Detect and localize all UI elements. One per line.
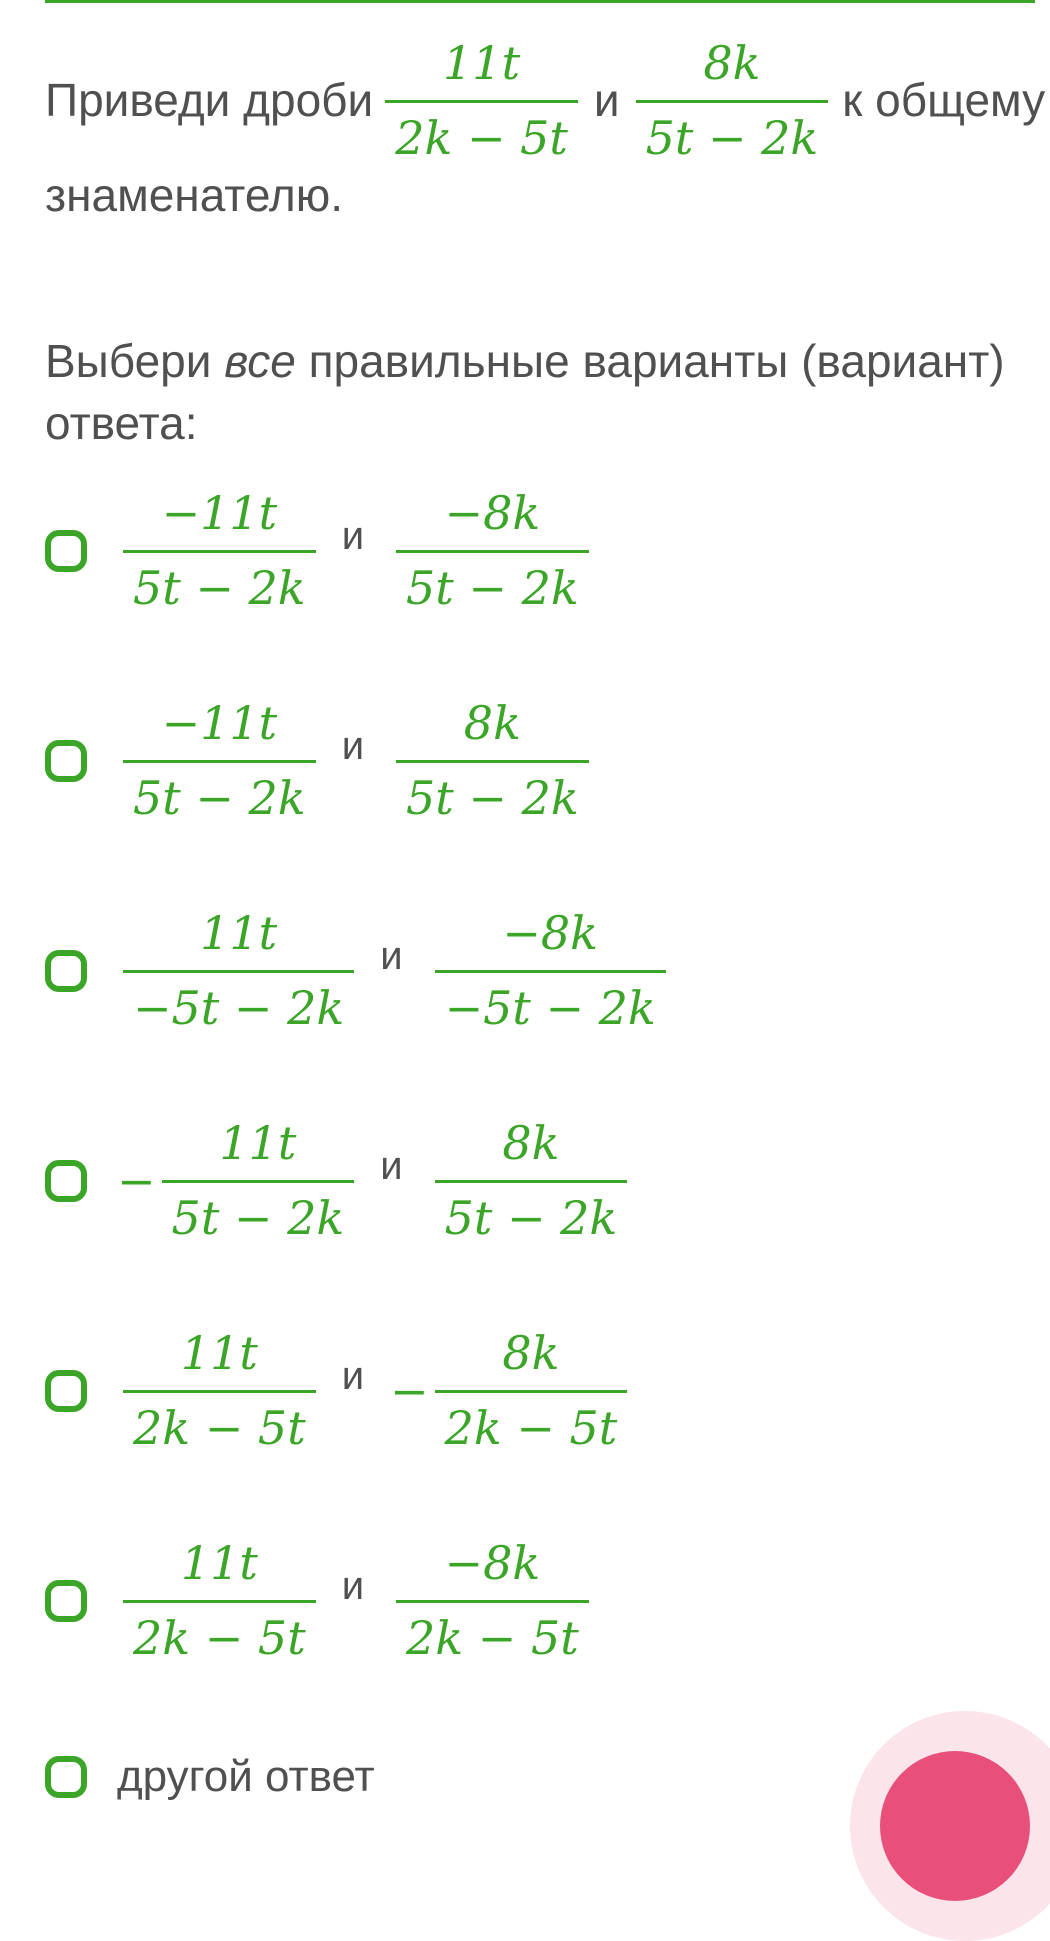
help-button[interactable] xyxy=(880,1751,1030,1901)
fraction-numerator: 11t xyxy=(180,1326,258,1380)
fraction-denominator: 5t − 2k xyxy=(133,561,306,615)
question-fraction-2 xyxy=(636,36,829,165)
other-answer-label: другой ответ xyxy=(117,1752,375,1801)
fraction-denominator: 2k − 5t xyxy=(133,1401,306,1455)
fraction-denominator: 5t − 2k xyxy=(406,771,579,825)
fraction-denominator: 2k − 5t xyxy=(133,1611,306,1665)
fraction-denominator: 5t − 2k xyxy=(645,111,819,165)
instruction-text xyxy=(45,330,1030,454)
answer-option-6[interactable] xyxy=(45,1536,589,1665)
option-conjunction: и xyxy=(341,1354,365,1398)
right-prefix: − xyxy=(390,1363,429,1418)
right-fraction xyxy=(396,486,589,615)
top-divider xyxy=(45,0,1035,3)
fraction-numerator: −8k xyxy=(444,1536,541,1590)
fraction-denominator: 2k − 5t xyxy=(406,1611,579,1665)
fraction-denominator: 2k − 5t xyxy=(444,1401,618,1455)
checkbox[interactable] xyxy=(45,1756,87,1798)
option-conjunction: и xyxy=(341,514,365,558)
fraction-numerator: 8k xyxy=(703,36,761,90)
checkbox[interactable] xyxy=(45,1160,87,1202)
left-fraction xyxy=(123,1536,316,1665)
instruction-before: Выбери xyxy=(45,335,212,387)
question-line-1 xyxy=(45,36,1046,165)
question-suffix: к общему xyxy=(842,74,1046,127)
instruction-emphasis: все xyxy=(224,335,296,387)
fraction-denominator: −5t − 2k xyxy=(444,981,656,1035)
left-fraction xyxy=(123,486,316,615)
fraction-denominator: 5t − 2k xyxy=(171,1191,345,1245)
fraction-denominator: 5t − 2k xyxy=(133,771,306,825)
fraction-denominator: 2k − 5t xyxy=(395,111,568,165)
fraction-numerator: 11t xyxy=(200,906,278,960)
fraction-numerator: 11t xyxy=(443,36,521,90)
fraction-numerator: −8k xyxy=(444,486,541,540)
right-fraction xyxy=(396,696,589,825)
option-conjunction: и xyxy=(341,1564,365,1608)
question-text xyxy=(45,36,1046,222)
right-fraction xyxy=(435,1116,628,1245)
answer-option-other[interactable] xyxy=(45,1752,375,1802)
right-fraction xyxy=(435,1326,628,1455)
fraction-numerator: −11t xyxy=(161,486,278,540)
checkbox[interactable] xyxy=(45,1580,87,1622)
instruction-after: правильные варианты (вариант) xyxy=(308,335,1005,387)
question-conjunction: и xyxy=(593,74,620,127)
answer-option-3[interactable] xyxy=(45,906,666,1035)
option-conjunction: и xyxy=(380,1144,403,1188)
fraction-denominator: 5t − 2k xyxy=(444,1191,618,1245)
fraction-numerator: −8k xyxy=(502,906,599,960)
fraction-numerator: 11t xyxy=(180,1536,258,1590)
answer-option-5[interactable] xyxy=(45,1326,627,1455)
left-fraction xyxy=(123,906,354,1035)
fraction-denominator: 5t − 2k xyxy=(406,561,579,615)
answer-option-1[interactable] xyxy=(45,486,589,615)
checkbox[interactable] xyxy=(45,740,87,782)
instruction-line-2: ответа: xyxy=(45,397,198,450)
checkbox[interactable] xyxy=(45,530,87,572)
answer-option-2[interactable] xyxy=(45,696,589,825)
left-fraction xyxy=(123,696,316,825)
left-fraction xyxy=(123,1326,316,1455)
instruction-line-1 xyxy=(45,330,1030,392)
checkbox[interactable] xyxy=(45,1370,87,1412)
question-line-2: знаменателю. xyxy=(45,169,343,221)
fraction-numerator: 8k xyxy=(502,1116,560,1170)
fraction-numerator: −11t xyxy=(161,696,278,750)
left-prefix: − xyxy=(117,1153,156,1208)
fraction-numerator: 8k xyxy=(463,696,521,750)
question-prefix: Приведи дроби xyxy=(45,74,374,127)
option-conjunction: и xyxy=(380,934,403,978)
right-fraction xyxy=(396,1536,589,1665)
fraction-numerator: 11t xyxy=(219,1116,297,1170)
fraction-denominator: −5t − 2k xyxy=(133,981,345,1035)
question-fraction-1 xyxy=(385,36,578,165)
fraction-numerator: 8k xyxy=(502,1326,560,1380)
left-fraction xyxy=(162,1116,355,1245)
right-fraction xyxy=(435,906,666,1035)
checkbox[interactable] xyxy=(45,950,87,992)
option-conjunction: и xyxy=(341,724,365,768)
answer-option-4[interactable] xyxy=(45,1116,627,1245)
